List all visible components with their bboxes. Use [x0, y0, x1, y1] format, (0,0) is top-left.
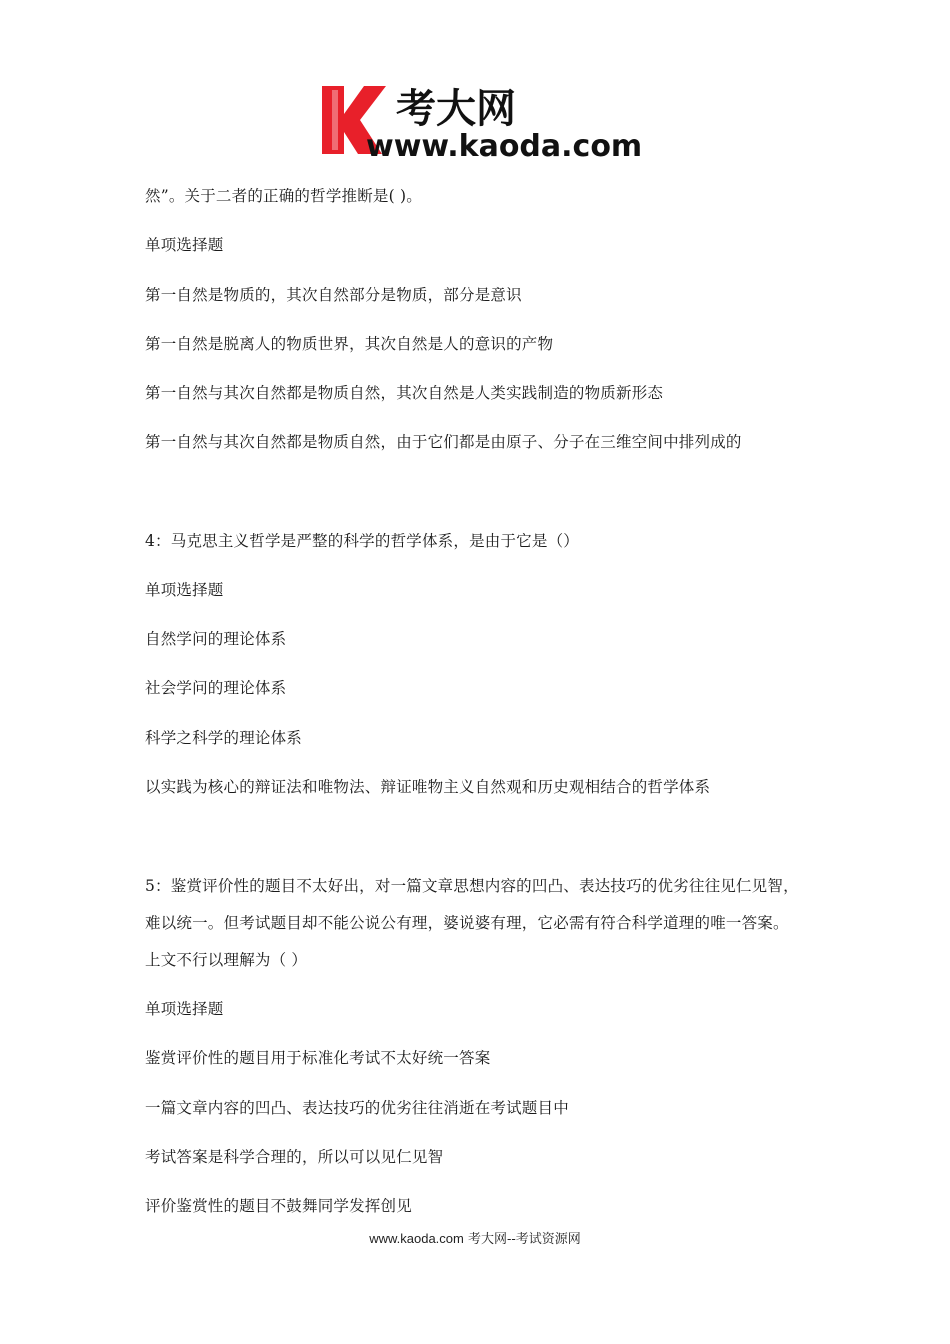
q5-option-b: 一篇文章内容的凹凸、表达技巧的优劣往往消逝在考试题目中	[145, 1099, 569, 1117]
kaoda-logo	[318, 80, 643, 162]
logo-url-text: www.kaoda.com	[366, 129, 643, 162]
logo-brand-text: 考大网	[396, 86, 516, 132]
footer-site-link[interactable]: www.kaoda.com	[369, 1231, 464, 1246]
page-footer	[0, 1228, 950, 1247]
q3-option-c: 第一自然与其次自然都是物质自然，其次自然是人类实践制造的物质新形态	[145, 384, 664, 402]
q5-stem-line-1: 5：鉴赏评价性的题目不太好出，对一篇文章思想内容的凹凸、表达技巧的优劣往往见仁见智，	[145, 877, 799, 895]
footer-label: 考大网--考试资源网	[463, 1232, 581, 1247]
q5-option-d: 评价鉴赏性的题目不鼓舞同学发挥创见	[145, 1197, 412, 1215]
q4-option-c: 科学之科学的理论体系	[145, 729, 303, 747]
q3-stem-tail: 然”。关于二者的正确的哲学推断是( )。	[145, 187, 422, 205]
q3-option-b: 第一自然是脱离人的物质世界，其次自然是人的意识的产物	[145, 335, 554, 353]
q5-option-a: 鉴赏评价性的题目用于标准化考试不太好统一答案	[145, 1049, 491, 1067]
q5-stem-line-2: 难以统一。但考试题目却不能公说公有理，婆说婆有理，它必需有符合科学道理的唯一答案。	[145, 914, 789, 932]
q5-option-c: 考试答案是科学合理的，所以可以见仁见智	[145, 1148, 444, 1166]
q3-type: 单项选择题	[145, 236, 224, 254]
q4-option-d: 以实践为核心的辩证法和唯物法、辩证唯物主义自然观和历史观相结合的哲学体系	[145, 778, 711, 796]
q4-option-b: 社会学问的理论体系	[145, 679, 287, 697]
q3-option-d: 第一自然与其次自然都是物质自然，由于它们都是由原子、分子在三维空间中排列成的	[145, 433, 742, 451]
q5-stem-line-3: 上文不行以理解为（ ）	[145, 951, 308, 969]
q4-option-a: 自然学问的理论体系	[145, 630, 287, 648]
q4-type: 单项选择题	[145, 581, 224, 599]
q5-type: 单项选择题	[145, 1000, 224, 1018]
q3-option-a: 第一自然是物质的，其次自然部分是物质，部分是意识	[145, 286, 522, 304]
q4-stem: 4：马克思主义哲学是严整的科学的哲学体系，是由于它是（）	[145, 532, 579, 550]
kaoda-logo-graphic	[318, 80, 643, 162]
